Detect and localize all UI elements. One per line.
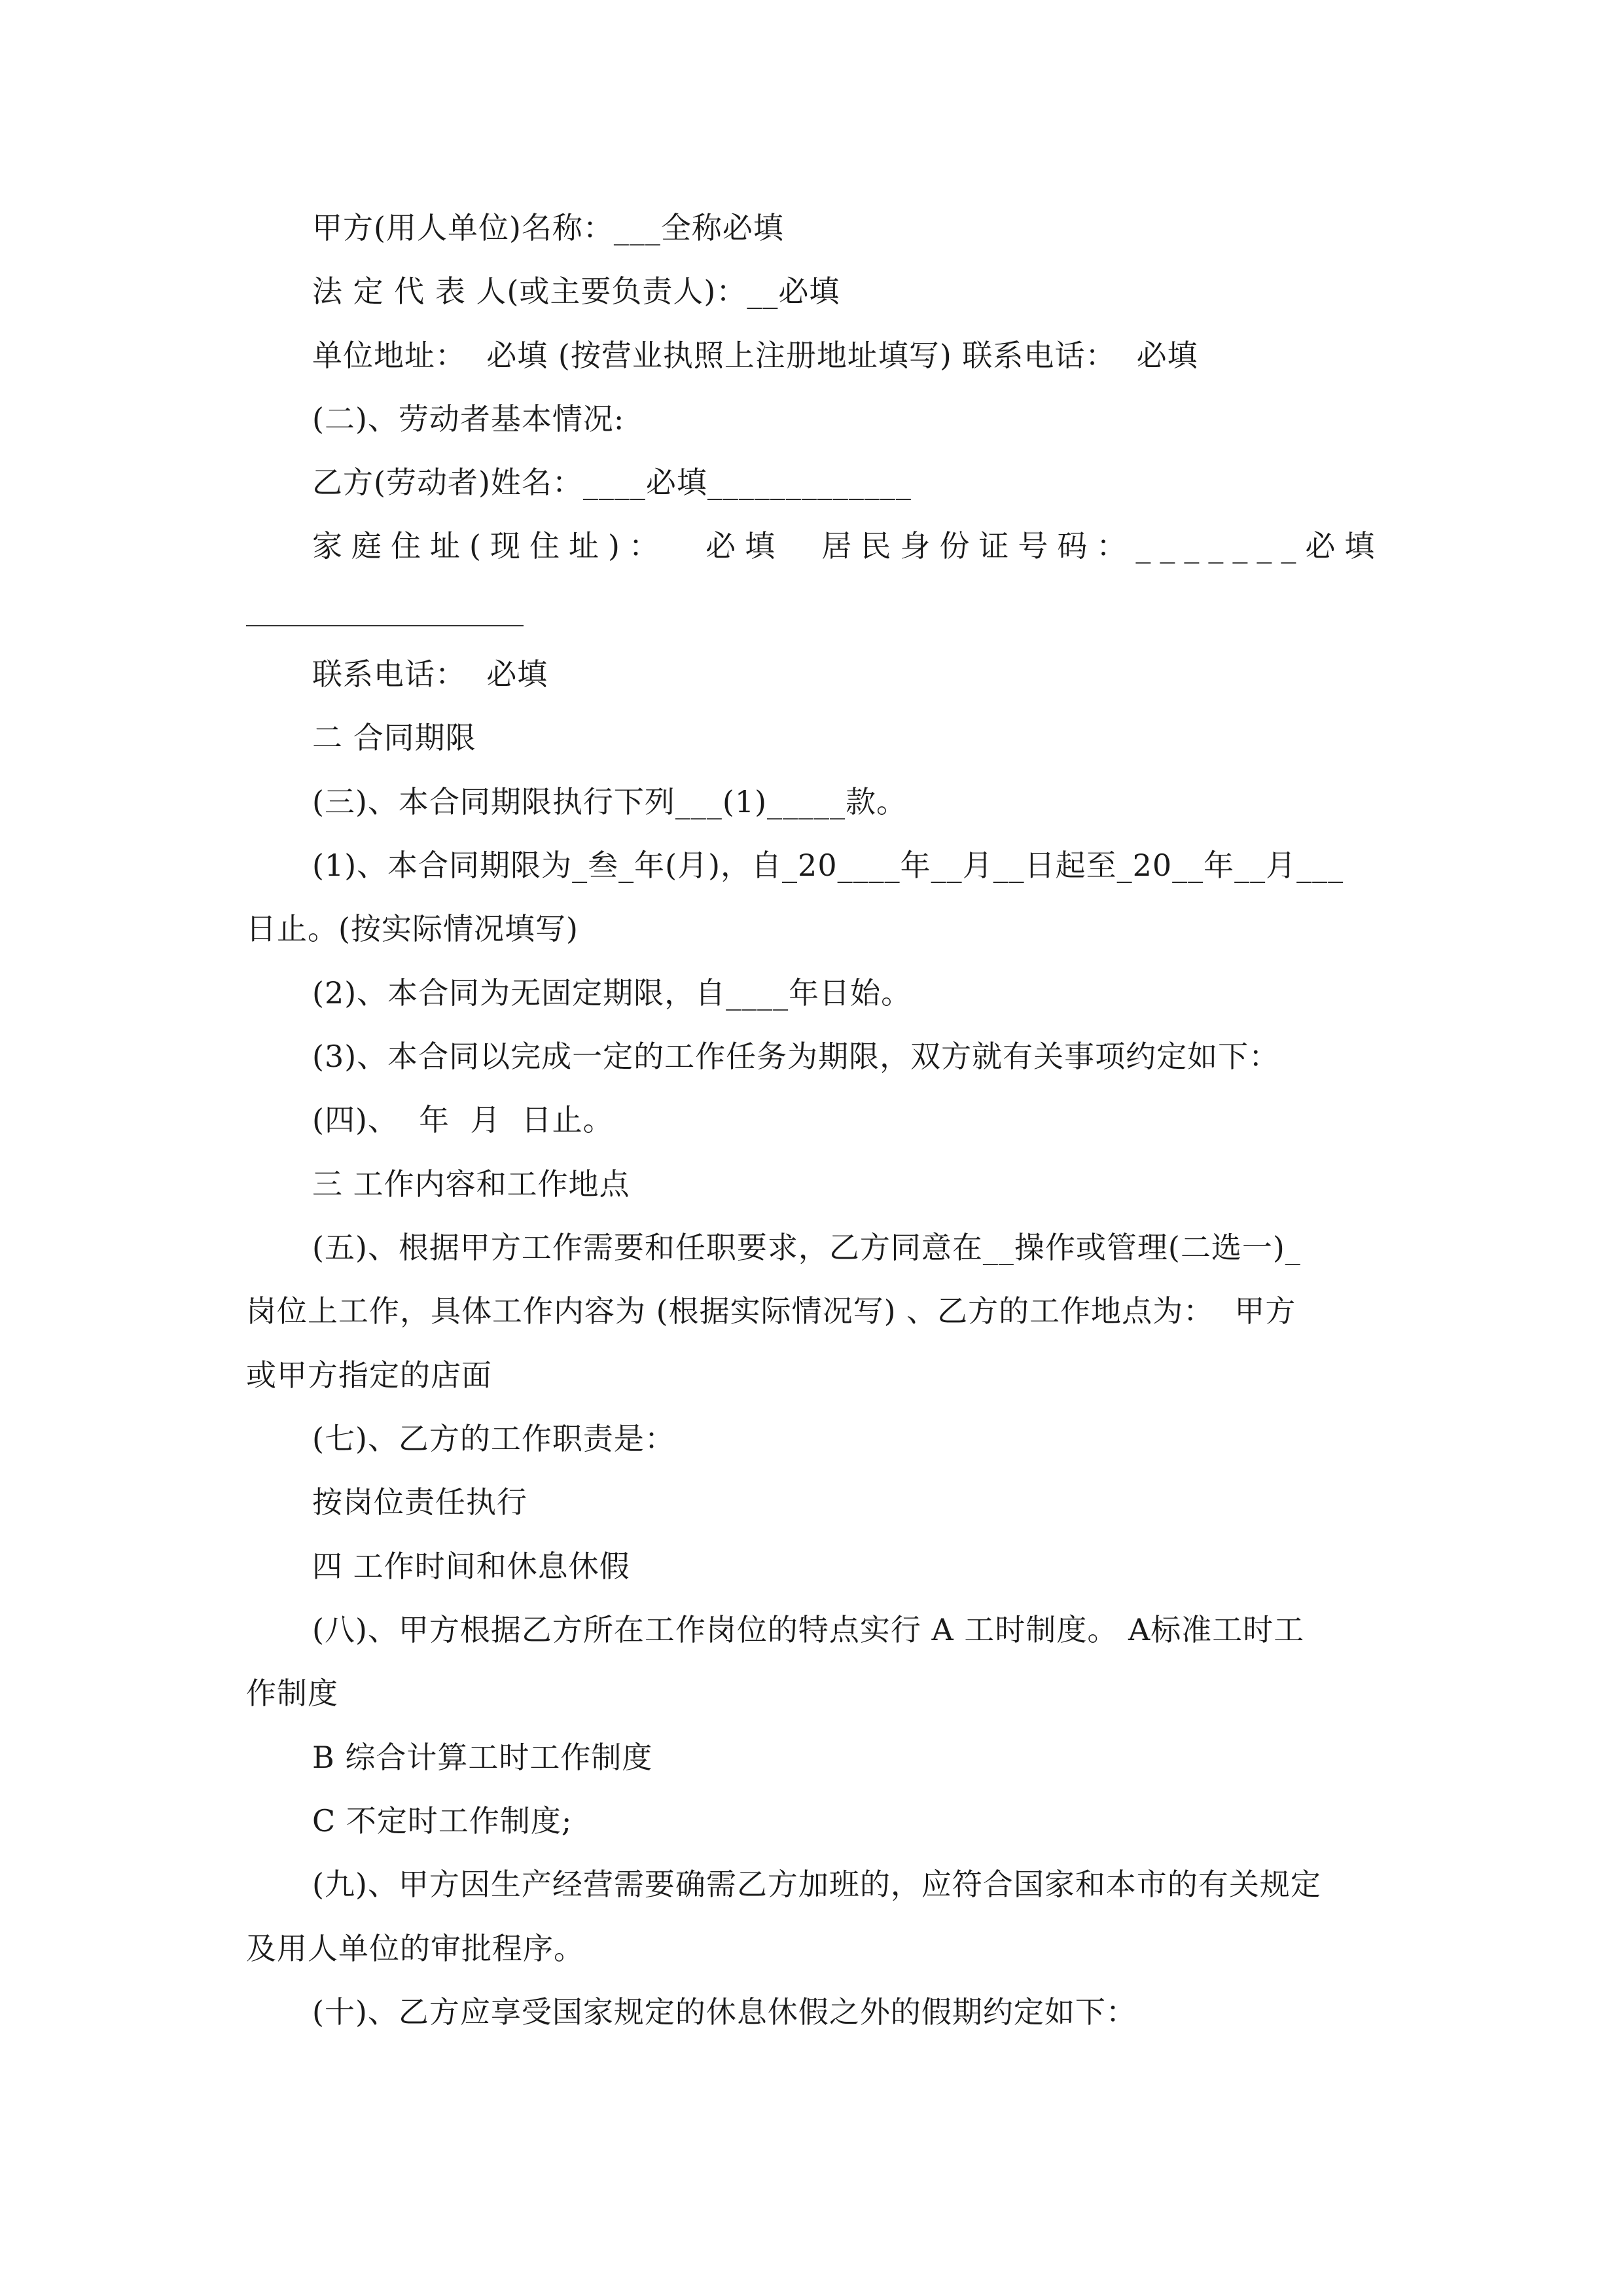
worker-name-line: 乙方(劳动者)姓名：____必填_____________ bbox=[312, 465, 912, 500]
worker-phone-line: 联系电话： 必填 bbox=[312, 656, 548, 692]
section-work-content-heading: 三 工作内容和工作地点 bbox=[312, 1166, 630, 1202]
term-option-3-line: (3)、本合同以完成一定的工作任务为期限，双方就有关事项约定如下： bbox=[312, 1039, 1280, 1074]
clause-9-continuation: 及用人单位的审批程序。 bbox=[246, 1931, 584, 1966]
section-contract-term-heading: 二 合同期限 bbox=[312, 720, 476, 755]
section-work-hours-heading: 四 工作时间和休息休假 bbox=[312, 1549, 630, 1584]
hours-option-b-line: B 综合计算工时工作制度 bbox=[312, 1740, 653, 1775]
section-worker-info-heading: (二)、劳动者基本情况: bbox=[312, 401, 625, 437]
clause-5-line: (五)、根据甲方工作需要和任职要求，乙方同意在__操作或管理(二选一)_ bbox=[312, 1230, 1301, 1265]
term-option-2-line: (2)、本合同为无固定期限，自____年日始。 bbox=[312, 975, 912, 1011]
clause-5-continuation-1: 岗位上工作，具体工作内容为 (根据实际情况写) 、乙方的工作地点为： 甲方 bbox=[246, 1293, 1296, 1329]
duty-text-line: 按岗位责任执行 bbox=[312, 1484, 527, 1520]
clause-9-line: (九)、甲方因生产经营需要确需乙方加班的，应符合国家和本市的有关规定 bbox=[312, 1867, 1321, 1902]
employer-address-line: 单位地址： 必填 (按营业执照上注册地址填写) 联系电话： 必填 bbox=[312, 338, 1198, 373]
term-option-1-line: (1)、本合同期限为_叁_年(月)，自_20____年__月__日起至_20__年__月___ bbox=[312, 848, 1344, 883]
hours-option-c-line: C 不定时工作制度; bbox=[312, 1803, 573, 1839]
employer-name-line: 甲方(用人单位)名称：___全称必填 bbox=[312, 210, 784, 245]
clause-7-line: (七)、乙方的工作职责是： bbox=[312, 1421, 675, 1456]
continuation-underline bbox=[246, 625, 524, 626]
legal-representative-line: 法 定 代 表 人(或主要负责人)：__必填 bbox=[312, 274, 840, 309]
clause-8-continuation: 作制度 bbox=[246, 1676, 338, 1711]
clause-3-line: (三)、本合同期限执行下列___(1)_____款。 bbox=[312, 784, 908, 819]
clause-10-line: (十)、乙方应享受国家规定的休息休假之外的假期约定如下： bbox=[312, 1994, 1137, 2030]
clause-4-line: (四)、 年 月 日止。 bbox=[312, 1102, 614, 1138]
term-option-1-continuation: 日止。(按实际情况填写) bbox=[246, 911, 579, 946]
worker-address-id-line: 家庭住址(现住址)： 必填 居民身份证号码：_______必填 bbox=[312, 528, 1384, 564]
clause-5-continuation-2: 或甲方指定的店面 bbox=[246, 1357, 492, 1393]
clause-8-line: (八)、甲方根据乙方所在工作岗位的特点实行 A 工时制度。 A标准工时工 bbox=[312, 1612, 1305, 1647]
